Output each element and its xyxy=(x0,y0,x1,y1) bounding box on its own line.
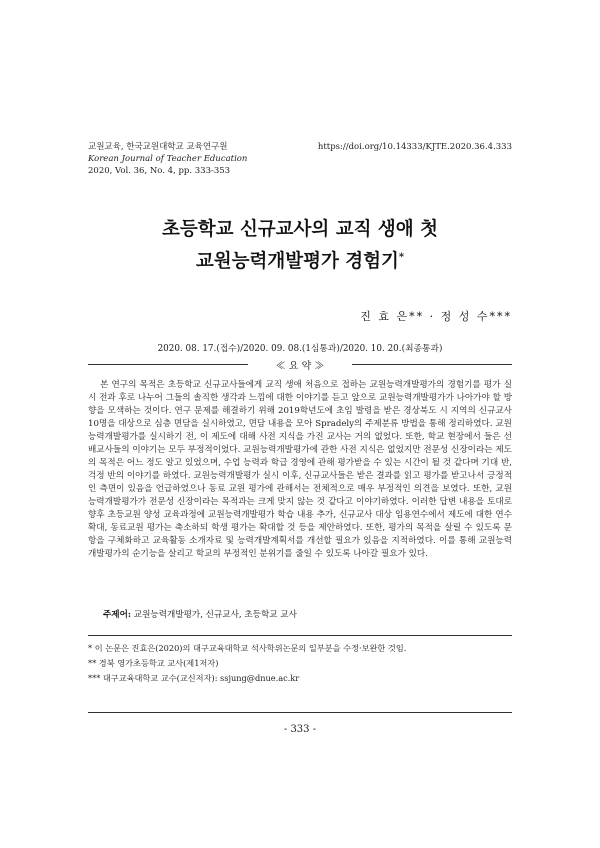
journal-header xyxy=(88,141,247,177)
page-number: - 333 - xyxy=(283,724,317,735)
divider xyxy=(352,364,512,365)
doi-link[interactable]: https://doi.org/10.14333/KJTE.2020.36.4.333 xyxy=(317,142,512,152)
paper-title xyxy=(60,214,540,278)
authors: 진 효 은** · 정 성 수*** xyxy=(360,310,512,323)
abstract-heading-label: ≪ 요 약 ≫ xyxy=(275,361,325,372)
abstract-heading xyxy=(88,356,512,372)
footnote-item: ** 경북 영가초등학교 교사(제1저자) xyxy=(88,658,219,668)
footnote-item: * 이 논문은 진효은(2020)의 대구교육대학교 석사학위논문의 일부분을 수정·보완한 것임. xyxy=(88,643,407,653)
keywords xyxy=(103,608,297,620)
volume-info: 2020, Vol. 36, No. 4, pp. 333-353 xyxy=(88,166,231,176)
title-line-2: 교원능력개발평가 경험기* xyxy=(195,251,405,272)
page-footer-divider xyxy=(88,712,512,713)
abstract-text: 본 연구의 목적은 초등학교 신규교사들에게 교직 생애 처음으로 접하는 교원능력개발평가의 경험기를 평가 실시 전과 후로 나누어 그들의 솔직한 생각과 느낌에 대한 이야기를 듣고 앞으로 교원능력개발평가가 나아가야 할 방향을 모색하는 것이다. 연구 문제를 해결하기 위해 2019학년도에 초임 발령을 받은 경상북도 시 지역의 신규교사 10명을 대상으로 심층 면담을 실시하였고, 면담 내용을 모아 Spradely의 주제분류 방법을 통해 정리하였다. 교원능력개발평가를 실시하기 전, 이 제도에 대해 사전 지식을 가진 교사는 거의 없었다. 또한, 학교 현장에서 들은 선배교사들의 이야기는 모두 부정적이었다. 교원능력개발평가에 관한 사전 지식은 없었지만 전문성 신장이라는 제도의 목적은 어느 정도 알고 있었으며, 수업 능력과 학급 경영에 관해 평가받을 수 있는 시간이 될 것 같다며 기대 반, 걱정 반의 이야기를 하였다. 교원능력개발평가 실시 이후, 신규교사들은 받은 결과를 읽고 평가를 받고나서 긍정적인 측면이 있음을 언급하였으나 동료 교원 평가에 관해서는 전체적으로 매우 부정적인 의견을 보였다. 또한, 교원능력개발평가가 전문성 신장이라는 목적과는 크게 맞지 않는 것 같다고 이야기하였다. 이러한 답변 내용을 토대로 향후 초등교원 양성 교육과정에 교원능력개발평가 학습 내용 추가, 신규교사 대상 임용연수에서 제도에 대한 연수 확대, 동료교원 평가는 축소하되 학생 평가는 확대할 것 등을 제안하였다. 또한, 평가의 목적을 살릴 수 있도록 문항을 구체화하고 교육활동 소개자료 및 능력개발계획서를 개선할 필요가 있음을 지적하였다. 이를 통해 교원능력개발평가의 순기능을 살리고 학교의 부정적인 분위기를 줄일 수 있도록 나아갈 필요가 있다. xyxy=(88,380,512,559)
title-line-1: 초등학교 신규교사의 교직 생애 첫 xyxy=(162,219,438,240)
divider xyxy=(88,364,248,365)
keywords-text: 교원능력개발평가, 신규교사, 초등학교 교사 xyxy=(131,610,297,620)
title-footnote-mark: * xyxy=(398,251,405,263)
footnote-divider xyxy=(88,635,512,636)
journal-name-kr: 교원교육, 한국교원대학교 교육연구원 xyxy=(88,142,228,152)
keywords-label: 주제어: xyxy=(103,610,132,620)
journal-name-en: Korean Journal of Teacher Education xyxy=(88,154,248,164)
footnote-item: *** 대구교육대학교 교수(교신저자): ssjung@dnue.ac.kr xyxy=(88,673,300,683)
review-dates: 2020. 08. 17.(접수)/2020. 09. 08.(1심통과)/2020. 10. 20.(최종통과) xyxy=(157,344,443,354)
footnotes xyxy=(88,641,528,686)
